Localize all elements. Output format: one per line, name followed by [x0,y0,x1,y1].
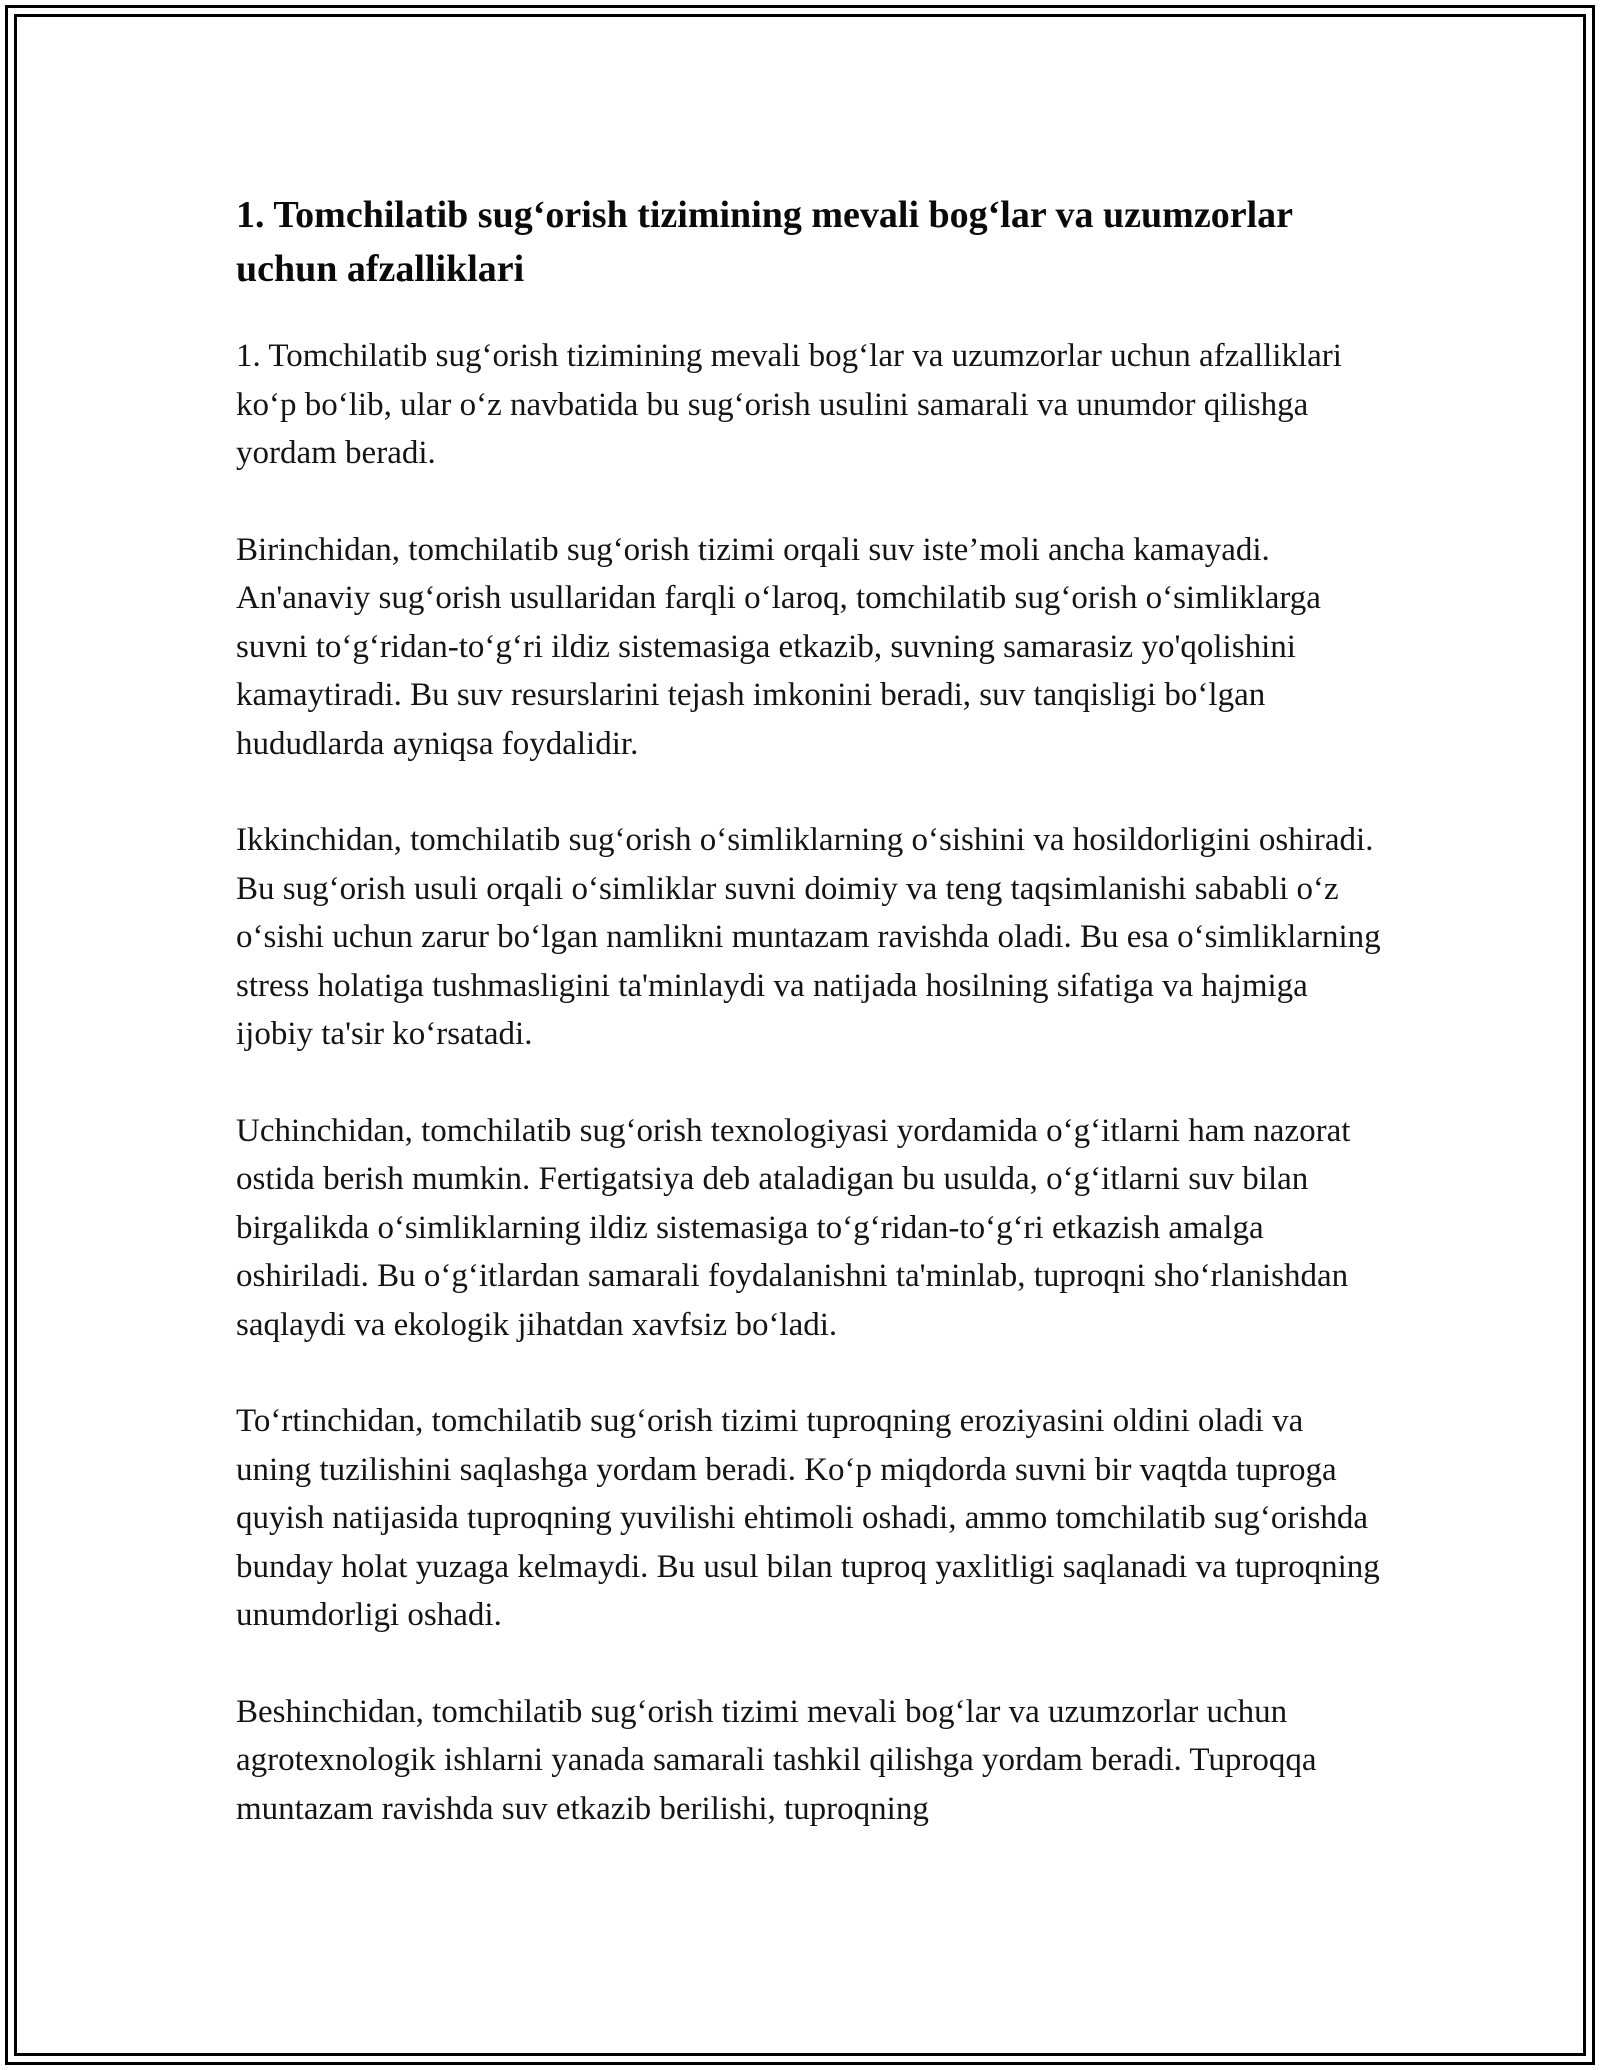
paragraph-intro: 1. Tomchilatib sug‘orish tizimining mevali bog‘lar va uzumzorlar uchun afzalliklari ko‘p bo‘lib, ular o‘z navbatida bu sug‘orish usulini samarali va unumdor qilishga yordam beradi. [236,338,1342,471]
document-page [236,188,1386,1881]
paragraph-second: Ikkinchidan, tomchilatib sug‘orish o‘simliklarning o‘sishini va hosildorligini oshiradi. Bu sug‘orish usuli orqali o‘simliklar suvni doimiy va teng taqsimlanishi sababli o‘z o‘sishi uchun zarur bo‘lgan namlikni muntazam ravishda oladi. Bu esa o‘simliklarning stress holatiga tushmasligini ta'minlaydi va natijada hosilning sifatiga va hajmiga ijobiy ta'sir ko‘rsatadi. [236,822,1381,1052]
paragraph-fifth: Beshinchidan, tomchilatib sug‘orish tizimi mevali bog‘lar va uzumzorlar uchun agrotexnologik ishlarni yanada samarali tashkil qilishga yordam beradi. Tuproqqa muntazam ravishda suv etkazib berilishi, tuproqning [236,1693,1317,1827]
paragraph-fourth: To‘rtinchidan, tomchilatib sug‘orish tizimi tuproqning eroziyasini oldini oladi va uning tuzilishini saqlashga yordam beradi. Ko‘p miqdorda suvni bir vaqtda tuproga quyish natijasida tuproqning yuvilishi ehtimoli oshadi, ammo tomchilatib sug‘orishda bunday holat yuzaga kelmaydi. Bu usul bilan tuproq yaxlitligi saqlanadi va tuproqning unumdorligi oshadi. [236,1403,1380,1633]
document-title: 1. Tomchilatib sug‘orish tizimining mevali bog‘lar va uzumzorlar uchun afzalliklari [236,194,1293,290]
paragraph-third: Uchinchidan, tomchilatib sug‘orish texnologiyasi yordamida o‘g‘itlarni ham nazorat ostida berish mumkin. Fertigatsiya deb ataladigan bu usulda, o‘g‘itlarni suv bilan birgalikda o‘simliklarning ildiz sistemasiga to‘g‘ridan-to‘g‘ri etkazish amalga oshiriladi. Bu o‘g‘itlardan samarali foydalanishni ta'minlab, tuproqni sho‘rlanishdan saqlaydi va ekologik jihatdan xavfsiz bo‘ladi. [236,1112,1351,1343]
paragraph-first: Birinchidan, tomchilatib sug‘orish tizimi orqali suv iste’moli ancha kamayadi. An'anaviy sug‘orish usullaridan farqli o‘laroq, tomchilatib sug‘orish o‘simliklarga suvni to‘g‘ridan-to‘g‘ri ildiz sistemasiga etkazib, suvning samarasiz yo'qolishini kamaytiradi. Bu suv resurslarini tejash imkonini beradi, suv tanqisligi bo‘lgan hududlarda ayniqsa foydalidir. [236,531,1321,762]
